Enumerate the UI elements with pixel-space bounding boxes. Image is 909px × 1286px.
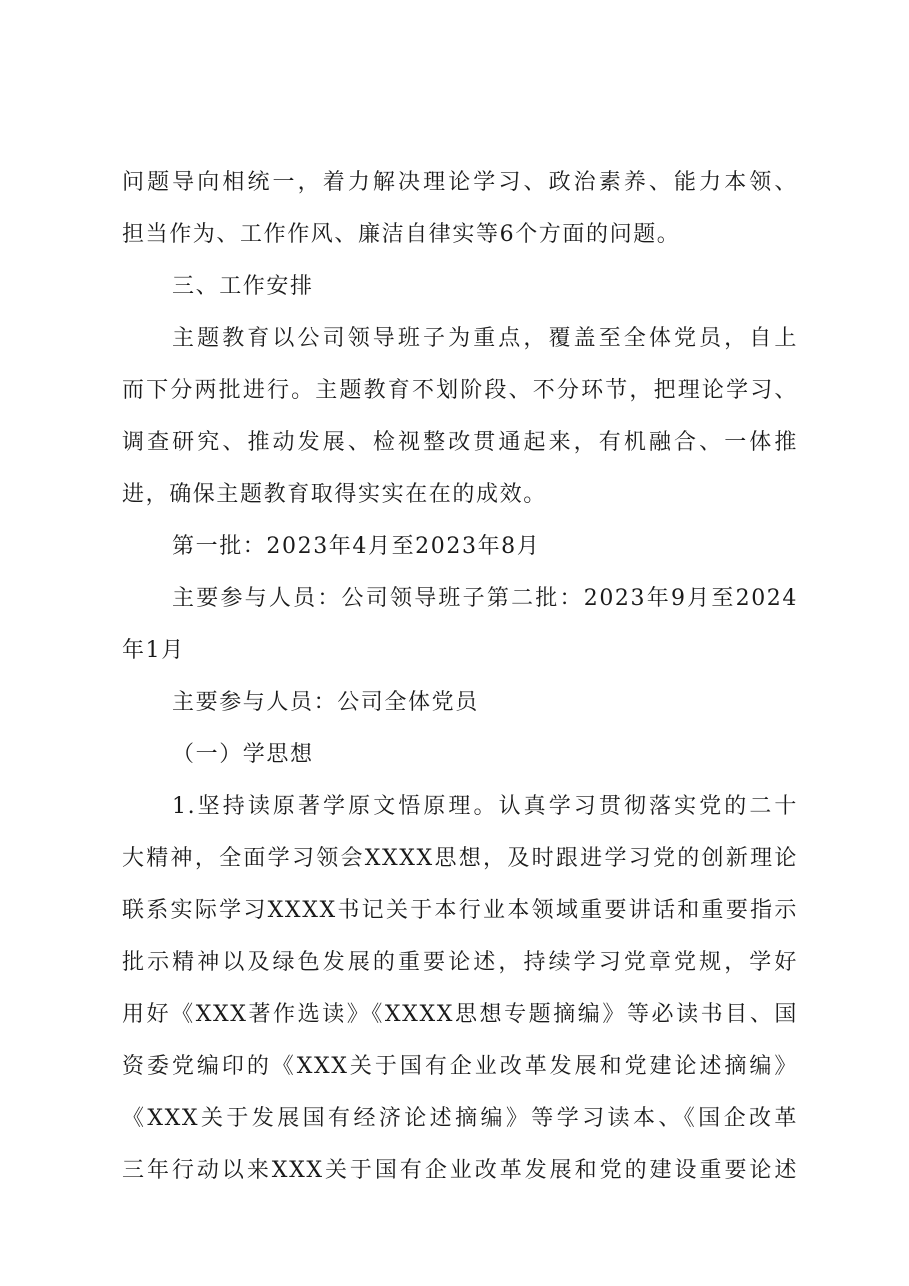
- paragraph-line: 三年行动以来XXX关于国有企业改革发展和党的建设重要论述: [122, 1158, 798, 1183]
- paragraph-line: 进，确保主题教育取得实实在在的成效。: [122, 482, 547, 507]
- paragraph-line: 主题教育以公司领导班子为重点，覆盖至全体党员，自上: [172, 326, 798, 351]
- paragraph-line: 资委党编印的《XXX关于国有企业改革发展和党建论述摘编》: [122, 1054, 798, 1079]
- paragraph-line: 1.坚持读原著学原文悟原理。认真学习贯彻落实党的二十: [172, 794, 798, 819]
- paragraph-line: 联系实际学习XXXX书记关于本行业本领域重要讲话和重要指示: [122, 898, 798, 923]
- paragraph-line: 主要参与人员：公司全体党员: [172, 690, 479, 715]
- paragraph-line: 批示精神以及绿色发展的重要论述，持续学习党章党规，学好: [122, 950, 798, 975]
- paragraph-line: 主要参与人员：公司领导班子第二批：2023年9月至2024: [172, 586, 798, 611]
- document-body: [122, 157, 798, 1197]
- paragraph-line: 年1月: [122, 638, 185, 663]
- paragraph-line: 用好《XXX著作选读》《XXXX思想专题摘编》等必读书目、国: [122, 1002, 798, 1027]
- paragraph-line: 问题导向相统一，着力解决理论学习、政治素养、能力本领、: [122, 170, 798, 195]
- paragraph-line: 第一批：2023年4月至2023年8月: [172, 534, 541, 559]
- subsection-heading: （一）学思想: [172, 742, 314, 767]
- paragraph-line: 大精神，全面学习领会XXXX思想，及时跟进学习党的创新理论: [122, 846, 798, 871]
- section-heading: 三、工作安排: [172, 274, 314, 299]
- paragraph-line: 而下分两批进行。主题教育不划阶段、不分环节，把理论学习、: [122, 378, 798, 403]
- paragraph-line: 调查研究、推动发展、检视整改贯通起来，有机融合、一体推: [122, 430, 798, 455]
- paragraph-line: 担当作为、工作作风、廉洁自律实等6个方面的问题。: [122, 222, 681, 247]
- paragraph-line: 《XXX关于发展国有经济论述摘编》等学习读本、《国企改革: [122, 1106, 798, 1131]
